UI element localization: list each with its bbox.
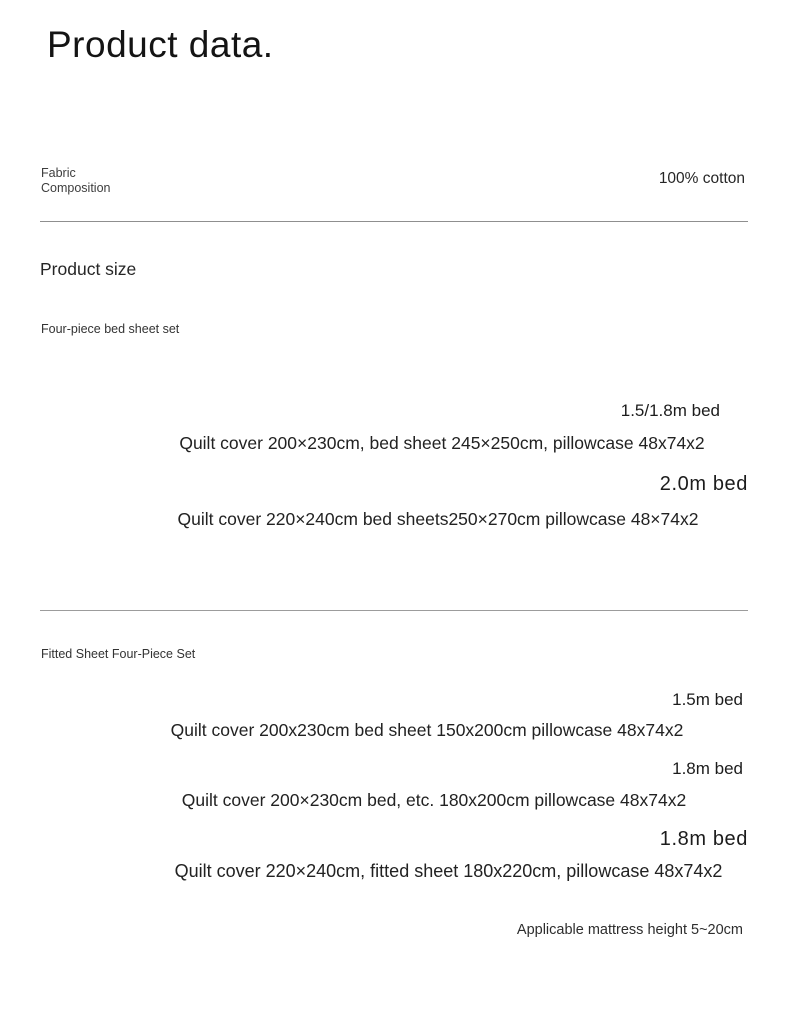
page-title: Product data. [47, 24, 274, 65]
size-label-1.8m: 1.8m bed [672, 759, 743, 778]
size-label-1.8m-fitted: 1.8m bed [659, 828, 748, 850]
size-description-1.8m: Quilt cover 200×230cm bed, etc. 180x200cm pillowcase 48x74x2 [181, 790, 687, 810]
section-divider [40, 221, 748, 222]
size-description-1.8m-fitted: Quilt cover 220×240cm, fitted sheet 180x220cm, pillowcase 48x74x2 [174, 861, 723, 881]
mattress-height-note: Applicable mattress height 5~20cm [516, 922, 743, 938]
fabric-composition-label: Fabric Composition [41, 166, 111, 195]
bed-sheet-set-section-label: Four-piece bed sheet set [41, 322, 180, 336]
section-divider [40, 610, 748, 611]
size-description-2.0m: Quilt cover 220×240cm bed sheets250×270cm pillowcase 48×74x2 [177, 509, 699, 529]
fabric-composition-value: 100% cotton [658, 170, 745, 187]
size-description-1.5m: Quilt cover 200x230cm bed sheet 150x200cm pillowcase 48x74x2 [170, 720, 684, 740]
size-label-1.5m: 1.5m bed [672, 690, 743, 709]
size-description-1.5-1.8m: Quilt cover 200×230cm, bed sheet 245×250cm, pillowcase 48x74x2 [179, 433, 705, 453]
fitted-sheet-set-section-label: Fitted Sheet Four-Piece Set [41, 647, 196, 661]
size-label-1.5-1.8m: 1.5/1.8m bed [620, 401, 720, 420]
size-label-2.0m: 2.0m bed [659, 473, 748, 495]
product-size-heading: Product size [40, 259, 137, 279]
